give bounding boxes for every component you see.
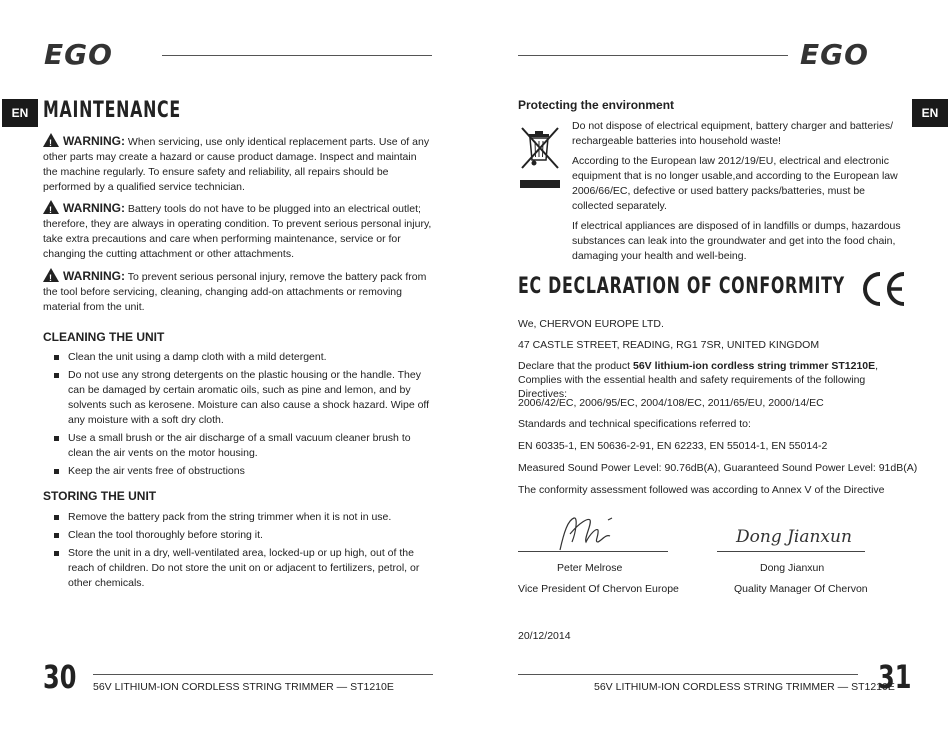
signature-line xyxy=(717,551,865,552)
warning-3: ! WARNING: To prevent serious personal injury, remove the battery pack from the tool before servicing, cleaning, changing add-on attachments or removing material from the unit. xyxy=(43,269,427,313)
signature-peter-melrose xyxy=(550,512,630,552)
env-paragraph: If electrical appliances are disposed of in landfills or dumps, hazardous substances can leak into the groundwater and get into the food chain, damaging your health and well-being. xyxy=(572,220,901,262)
warning-triangle-icon: ! xyxy=(43,268,59,282)
ec-directives: 2006/42/EC, 2006/95/EC, 2004/108/EC, 2011/65/EU, 2000/14/EC xyxy=(518,397,824,409)
warning-triangle-icon: ! xyxy=(43,133,59,147)
signer-title: Quality Manager Of Chervon xyxy=(734,583,868,595)
signer-name: Peter Melrose xyxy=(557,562,623,574)
cleaning-list xyxy=(43,350,433,482)
storing-list xyxy=(43,510,433,594)
warning-triangle-icon: ! xyxy=(43,200,59,214)
warning-1: ! WARNING: When servicing, use only identical replacement parts. Use of any other parts may create a hazard or cause product damage. Inspect and maintain the machine regularly. To ensure safety and reliability, all repairs should be performed by a qualified service technician. xyxy=(43,134,430,193)
ec-company: We, CHERVON EUROPE LTD. xyxy=(518,318,664,330)
ec-declaration: Declare that the product 56V lithium-ion cordless string trimmer ST1210E, Complies with the essential health and safety requirements of the following Directives: xyxy=(518,360,879,400)
section-heading-cleaning: CLEANING THE UNIT xyxy=(43,330,165,344)
ec-sound-level: Measured Sound Power Level: 90.76dB(A), Guaranteed Sound Power Level: 91dB(A) xyxy=(518,462,918,474)
list-item: Clean the unit using a damp cloth with a mild detergent. xyxy=(43,350,433,365)
lang-badge: EN xyxy=(2,99,38,127)
lang-badge: EN xyxy=(912,99,948,127)
list-item: Do not use any strong detergents on the plastic housing or the handle. They can be damaged by certain aromatic oils, such as pine and lemon, and by solvents such as kerosene. Moisture can also cause a shock hazard. Wipe off any moisture with a soft dry cloth. xyxy=(43,368,433,428)
ce-mark-icon xyxy=(860,270,908,308)
signer-title: Vice President Of Chervon Europe xyxy=(518,583,679,595)
ec-product-name: 56V lithium-ion cordless string trimmer ST1210E xyxy=(632,360,876,372)
list-item: Remove the battery pack from the string trimmer when it is not in use. xyxy=(43,510,433,525)
env-paragraph: Do not dispose of electrical equipment, battery charger and batteries/ rechargeable batteries into household waste! xyxy=(572,120,894,147)
footer-text: 56V LITHIUM-ION CORDLESS STRING TRIMMER — ST1210E xyxy=(93,681,394,693)
ec-title: EC DECLARATION OF CONFORMITY xyxy=(518,274,845,299)
ec-standards-label: Standards and technical specifications referred to: xyxy=(518,418,751,430)
weee-crossed-bin-icon xyxy=(518,122,562,192)
footer-rule xyxy=(93,674,433,675)
signer-name: Dong Jianxun xyxy=(760,562,825,574)
list-item: Clean the tool thoroughly before storing it. xyxy=(43,528,433,543)
ec-address: 47 CASTLE STREET, READING, RG1 7SR, UNITED KINGDOM xyxy=(518,339,820,351)
ego-logo: EGO xyxy=(800,38,869,71)
footer-rule xyxy=(518,674,858,675)
header-rule xyxy=(518,55,788,56)
ec-date: 20/12/2014 xyxy=(518,630,571,642)
page-number: 31 xyxy=(878,658,912,696)
env-paragraph: According to the European law 2012/19/EU, electrical and electronic equipment that is no longer usable,and according to the European law 2006/66/EC, defective or used battery packs/batteries, must be collected separately. xyxy=(572,155,898,212)
list-item: Keep the air vents free of obstructions xyxy=(43,464,433,479)
page-title: MAINTENANCE xyxy=(43,98,181,123)
ego-logo: EGO xyxy=(44,38,113,71)
signature-dong-jianxun: Dong Jianxun xyxy=(736,527,852,547)
section-heading-storing: STORING THE UNIT xyxy=(43,489,157,503)
list-item: Store the unit in a dry, well-ventilated area, locked-up or up high, out of the reach of children. Do not store the unit on or adjacent to fertilizers, petrol, or other chemicals. xyxy=(43,546,433,591)
ec-annex: The conformity assessment followed was according to Annex V of the Directive xyxy=(518,484,885,496)
header-rule xyxy=(162,55,432,56)
ec-standards: EN 60335-1, EN 50636-2-91, EN 62233, EN 55014-1, EN 55014-2 xyxy=(518,440,828,452)
footer-text: 56V LITHIUM-ION CORDLESS STRING TRIMMER — ST1210E xyxy=(594,681,895,693)
signature-line xyxy=(518,551,668,552)
section-heading-environment: Protecting the environment xyxy=(518,98,675,112)
warning-2: ! WARNING: Battery tools do not have to be plugged into an electrical outlet; therefore, they are always in operating condition. To prevent serious personal injury, take extra precautions and care when performing maintenance, service or for changing the cutting attachment or other attachments. xyxy=(43,201,432,260)
list-item: Use a small brush or the air discharge of a small vacuum cleaner brush to clean the air vents on the motor housing. xyxy=(43,431,433,461)
page-number: 30 xyxy=(43,658,77,696)
